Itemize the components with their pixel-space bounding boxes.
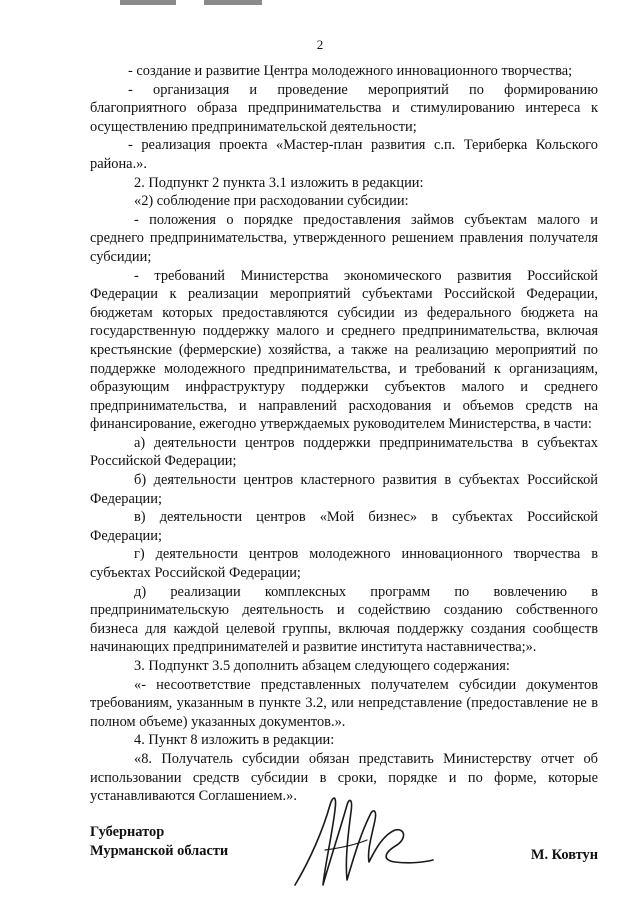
- paragraph: - организация и проведение мероприятий по формированию благоприятного образа предпринимательства и стимулированию интереса к осуществлению предпринимательской деятельности;: [90, 81, 598, 135]
- page-number: 2: [316, 37, 324, 52]
- paragraph: «2) соблюдение при расходовании субсидии:: [134, 193, 409, 210]
- paragraph: а) деятельности центров поддержки предпринимательства в субъектах Российской Федерации;: [90, 434, 598, 470]
- paragraph: г) деятельности центров молодежного инновационного творчества в субъектах Российской Федерации;: [90, 546, 598, 582]
- top-scan-marks: [0, 0, 640, 10]
- paragraph: в) деятельности центров «Мой бизнес» в субъектах Российской Федерации;: [90, 509, 598, 544]
- paragraph: - создание и развитие Центра молодежного инновационного творчества;: [128, 63, 573, 79]
- signer-position: Губернатор: [90, 824, 165, 840]
- paragraph: б) деятельности центров кластерного развития в субъектах Российской Федерации;: [90, 472, 598, 507]
- paragraph: 2. Подпункт 2 пункта 3.1 изложить в редакции:: [134, 174, 424, 191]
- signer-name: М. Ковтун: [530, 847, 598, 863]
- paragraph: - реализация проекта «Мастер-план развития с.п. Териберка Кольского района.».: [90, 137, 598, 172]
- paragraph: 3. Подпункт 3.5 дополнить абзацем следующего содержания:: [134, 658, 510, 674]
- paragraph: - требований Министерства экономического развития Российской Федерации к реализации мероприятий субъектами Российской Федерации, бюджетам которых предоставляются субсидии из федерального бюджета на государственную поддержку малого и среднего предпринимательства, включая крестьянские (фермерские) хозяйства, а также на реализацию мероприятий по поддержке молодежного предпринимательства, и требований к организациям, образующим инфраструктуру поддержки субъектов малого и среднего предпринимательства, и направлений расходования и объемов средств на финансирование, ежегодно утверждаемых руководителем Министерства, в части:: [90, 267, 598, 433]
- paragraph: «- несоответствие представленных получателем субсидии документов требованиям, указанным в пункте 3.2, или непредставление (предоставление не в полном объеме) указанных документов.».: [90, 676, 598, 730]
- paragraph: «8. Получатель субсидии обязан представить Министерству отчет об использовании средств субсидии в сроки, порядке и по форме, которые устанавливаются Соглашением.».: [90, 750, 598, 805]
- paragraph: - положения о порядке предоставления займов субъектам малого и среднего предпринимательства, утвержденного решением правления получателя субсидии;: [90, 211, 598, 265]
- handwritten-signature: [285, 790, 435, 895]
- document-body: [90, 62, 598, 806]
- paragraph: 4. Пункт 8 изложить в редакции:: [134, 732, 335, 749]
- paragraph: д) реализации комплексных программ по вовлечению в предпринимательскую деятельность и содействию созданию собственного бизнеса для каждой целевой группы, включая поддержку создания сообществ начинающих предпринимателей и развитие института наставничества;».: [90, 583, 598, 656]
- signer-region: Мурманской области: [90, 842, 229, 859]
